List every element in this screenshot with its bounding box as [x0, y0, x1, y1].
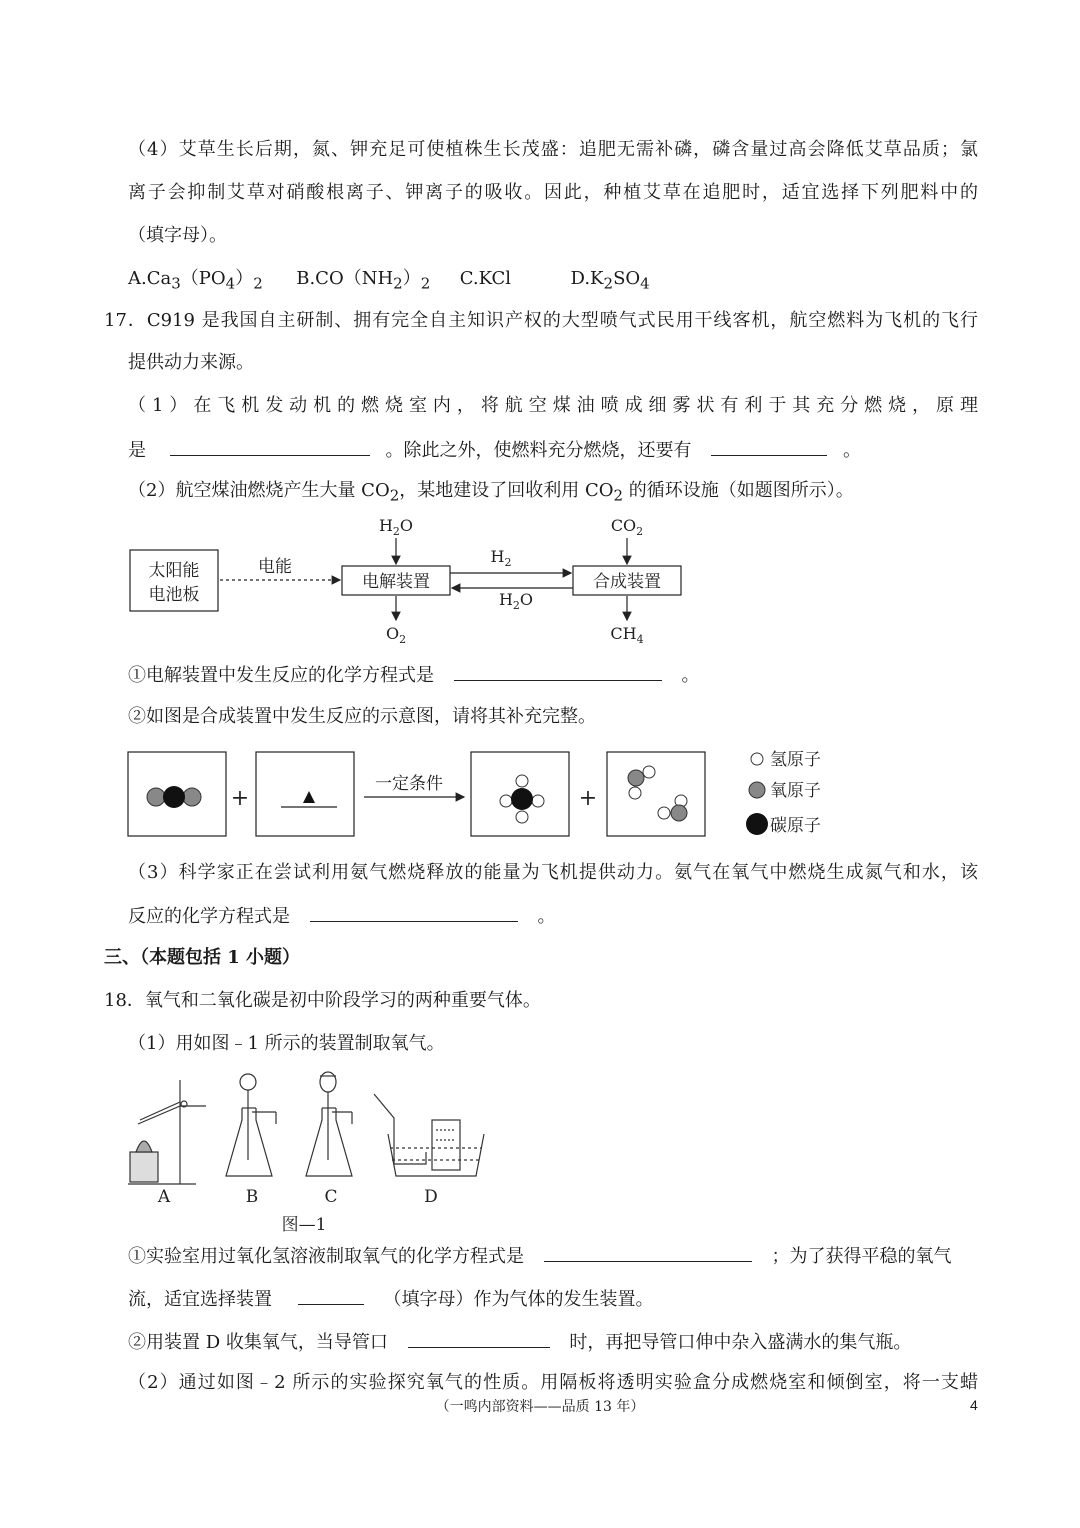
- legend-oxygen-icon: [749, 782, 765, 798]
- apparatus-a-label: A: [157, 1187, 171, 1207]
- q17-p3-line1: （3）科学家正在尝试利用氨气燃烧释放的能量为飞机提供动力。氨气在氧气中燃烧生成氮气和水，该: [128, 862, 978, 883]
- q18-p1: （1）用如图﹣1 所示的装置制取氧气。: [128, 1033, 445, 1054]
- oxygen-atom: [183, 788, 201, 806]
- apparatus-b: [226, 1074, 276, 1176]
- q16-p4-line1: （4）艾草生长后期，氮、钾充足可使植株生长茂盛：追肥无需补磷，磷含量过高会降低艾草品质；氯: [128, 139, 978, 160]
- answer-triangle-icon: [303, 791, 315, 803]
- option-d: $D.K_2SO_4$: [570, 268, 650, 293]
- hydrogen-atom: [658, 807, 670, 819]
- carbon-atom: [163, 786, 185, 808]
- plus-sign: +: [578, 786, 598, 811]
- reactant-box-2: [256, 752, 354, 836]
- electricity-label: 电能: [258, 557, 292, 577]
- apparatus-d: [374, 1094, 484, 1176]
- answer-blank[interactable]: [544, 1243, 752, 1262]
- q17-stem-line2: 提供动力来源。: [128, 352, 254, 373]
- q18-stem: 18．氧气和二氧化碳是初中阶段学习的两种重要气体。: [104, 990, 541, 1011]
- synthesis-label: 合成装置: [593, 572, 661, 592]
- h2-label: $H_2$: [490, 547, 512, 569]
- co2-label: $CO_2$: [610, 516, 644, 538]
- answer-blank[interactable]: [310, 903, 518, 922]
- h2o-top-label: $H_2O$: [378, 516, 414, 538]
- q16-p4-line2: 离子会抑制艾草对硝酸根离子、钾离子的吸收。因此，种植艾草在追肥时，适宜选择下列肥料中的: [128, 182, 978, 203]
- q16-options: [128, 267, 650, 296]
- oxygen-atom: [671, 805, 687, 821]
- answer-blank[interactable]: [298, 1286, 364, 1305]
- hydrogen-atom: [629, 787, 641, 799]
- legend-carbon-label: 碳原子: [770, 816, 821, 836]
- hydrogen-atom: [516, 775, 528, 787]
- page-footer: （一鸣内部资料——品质 13 年）: [435, 1399, 645, 1415]
- option-b: $B.CO(NH_2)_2$: [296, 268, 431, 293]
- q17-p1-line1: （1）在飞机发动机的燃烧室内，将航空煤油喷成细雾状有利于其充分燃烧，原理: [128, 395, 978, 416]
- legend-carbon-icon: [746, 813, 768, 835]
- hydrogen-atom: [500, 795, 512, 807]
- recycling-flow-diagram: [128, 512, 688, 650]
- oxygen-atom: [147, 788, 165, 806]
- q17-s1: ①电解装置中发生反应的化学方程式是 。: [128, 662, 699, 688]
- oxygen-atom: [628, 770, 644, 786]
- apparatus-a: [128, 1080, 206, 1184]
- legend-oxygen-label: 氧原子: [770, 781, 821, 801]
- electrolyzer-label: 电解装置: [362, 572, 430, 592]
- legend-hydrogen-label: 氢原子: [770, 750, 821, 770]
- legend-hydrogen-icon: [751, 753, 763, 765]
- apparatus-c-label: C: [324, 1187, 338, 1207]
- q17-p2: （2）航空煤油燃烧产生大量 $CO_2$，某地建设了回收利用 $CO_2$ 的循环设施（如题图所示）。: [128, 480, 854, 505]
- solar-panel-label-2: 电池板: [148, 585, 200, 605]
- q17-stem-line1: 17．C919 是我国自主研制、拥有完全自主知识产权的大型喷气式民用干线客机，航空燃料为飞机的飞行: [104, 310, 978, 331]
- option-c: C.KCl: [459, 268, 512, 289]
- q17-s2: ②如图是合成装置中发生反应的示意图，请将其补充完整。: [128, 706, 596, 727]
- reaction-condition: 一定条件: [375, 774, 443, 794]
- q18-p2: （2）通过如图﹣2 所示的实验探究氧气的性质。用隔板将透明实验盒分成燃烧室和倾倒室，将一支蜡: [128, 1372, 978, 1393]
- q18-s1-line2: 流，适宜选择装置 （填字母）作为气体的发生装置。: [128, 1286, 653, 1312]
- page-number: 4: [970, 1397, 978, 1413]
- q17-p1-line2: 是 。除此之外，使燃料充分燃烧，还要有 。: [128, 437, 861, 463]
- plus-sign: +: [230, 786, 250, 811]
- answer-blank[interactable]: [408, 1329, 550, 1348]
- ch4-label: $CH_4$: [610, 624, 644, 646]
- product-box-2: [607, 752, 705, 836]
- answer-blank[interactable]: [454, 662, 662, 681]
- q16-p4-line3: （填字母）。: [128, 225, 227, 246]
- answer-blank[interactable]: [711, 437, 827, 456]
- hydrogen-atom: [643, 766, 655, 778]
- reaction-schematic: [126, 745, 866, 843]
- section-heading: 三、（本题包括 1 小题）: [104, 947, 301, 968]
- figure-caption: 图—1: [281, 1215, 327, 1235]
- answer-blank[interactable]: [170, 437, 370, 456]
- carbon-atom: [511, 788, 533, 810]
- hydrogen-atom: [516, 811, 528, 823]
- solar-panel-label-1: 太阳能: [148, 561, 200, 581]
- q18-s1-line1: ①实验室用过氧化氢溶液制取氧气的化学方程式是 ；为了获得平稳的氧气: [128, 1243, 951, 1269]
- q18-s2: ②用装置 D 收集氧气，当导管口 时，再把导管口伸中杂入盛满水的集气瓶。: [128, 1329, 911, 1355]
- h2o-mid-label: $H_2O$: [498, 590, 534, 612]
- apparatus-c: [306, 1072, 352, 1176]
- apparatus-figure: [126, 1068, 491, 1236]
- apparatus-b-label: B: [245, 1187, 259, 1207]
- o2-label: $O_2$: [385, 624, 407, 646]
- option-a: $A.Ca_3(PO_4)_2$: [128, 268, 263, 293]
- hydrogen-atom: [532, 795, 544, 807]
- q17-p3-line2: 反应的化学方程式是 。: [128, 903, 555, 929]
- apparatus-d-label: D: [424, 1187, 438, 1207]
